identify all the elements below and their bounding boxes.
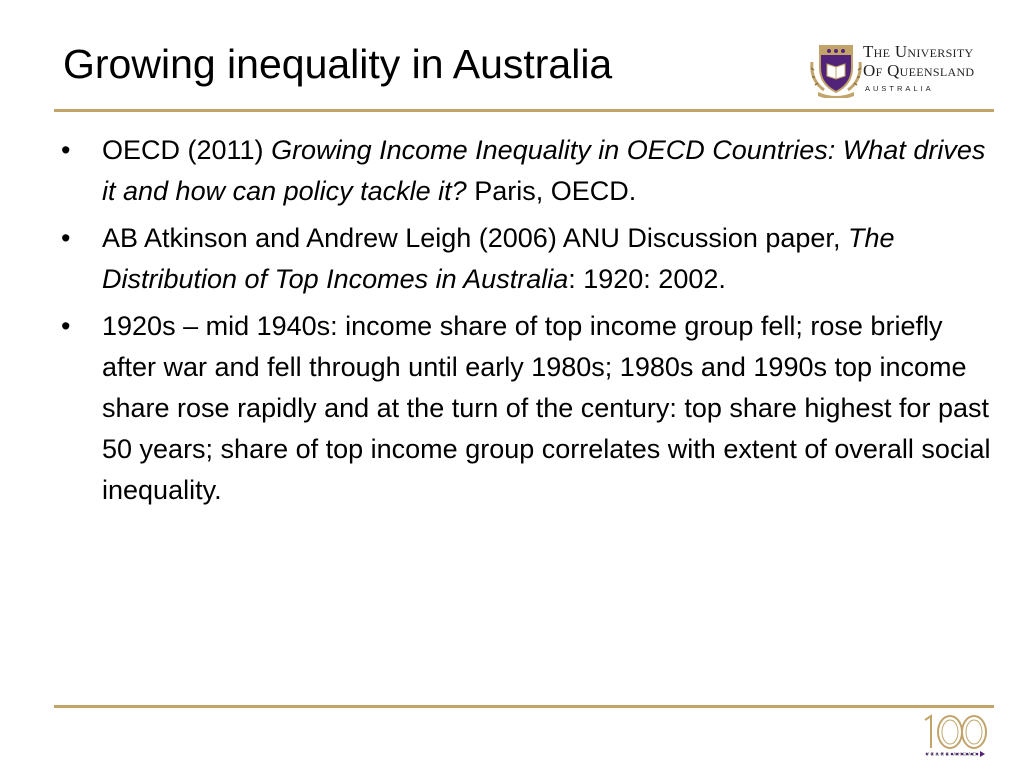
footer-divider — [54, 705, 994, 708]
university-country: AUSTRALIA — [865, 84, 934, 93]
bullet-title-italic: The Distribution of Top Incomes in Australia — [102, 223, 895, 294]
bullet-list — [61, 130, 991, 517]
bullet-item — [61, 218, 991, 300]
slide-title: Growing inequality in Australia — [63, 41, 613, 87]
bullet-text: OECD (2011) — [102, 135, 272, 165]
university-name — [863, 42, 974, 80]
bullet-item — [61, 306, 991, 511]
bullet-text: : 1920: 2002. — [568, 264, 726, 294]
university-crest-icon — [810, 40, 862, 98]
bullet-title-italic: Growing Income Inequality in OECD Countries: What drives it and how can policy tackle it? — [102, 135, 986, 206]
bullet-item — [61, 130, 991, 212]
university-name-line2: Of Queensland — [863, 61, 975, 80]
title-divider — [54, 109, 994, 112]
bullet-text: 1920s – mid 1940s: income share of top income group fell; rose briefly after war and fell through until early 1980s; 1980s and 1990s top income share rose rapidly and at the turn of the century: top share highest for past 50 years; share of top income group correlates with extent of overall social inequality. — [102, 311, 991, 505]
university-name-line1: The University — [863, 42, 974, 61]
university-logo — [810, 40, 1000, 98]
centenary-tagline: YEARS AHEAD — [926, 752, 978, 758]
bullet-text: Paris, OECD. — [466, 176, 637, 206]
bullet-text: AB Atkinson and Andrew Leigh (2006) ANU Discussion paper, — [102, 223, 848, 253]
